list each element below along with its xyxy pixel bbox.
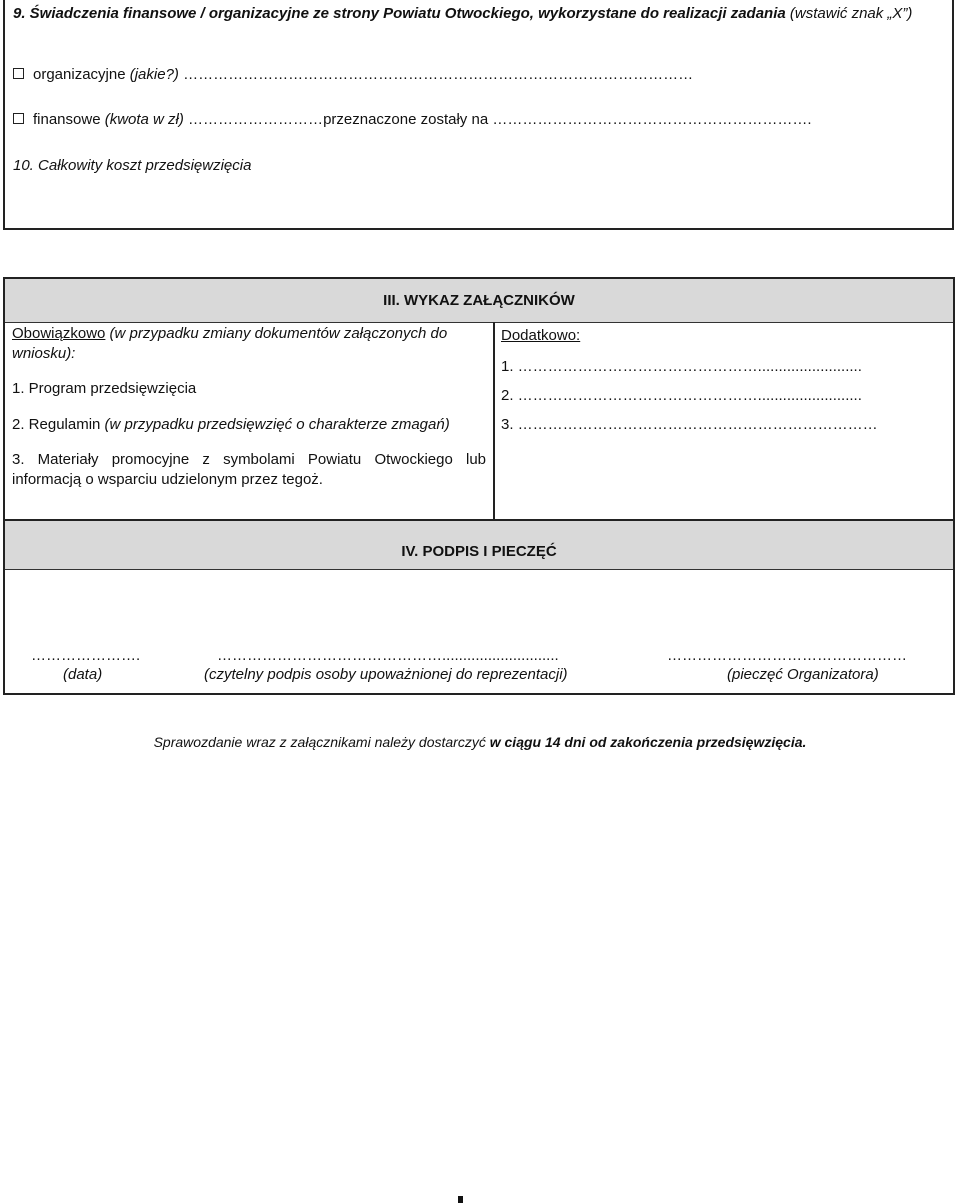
financial-checkbox[interactable]: [13, 113, 24, 124]
signature-label: (czytelny podpis osoby upoważnionej do reprezentacji): [204, 666, 568, 683]
submission-note-deadline: w ciągu 14 dni od zakończenia przedsięwzięcia.: [489, 734, 807, 750]
date-dots: ………………….: [31, 647, 141, 664]
stamp-dots: …………………………………………: [667, 647, 907, 664]
attachments-section: [3, 277, 955, 521]
section-10-number: 10.: [13, 157, 34, 174]
signature-dots: ………………………………………............................: [217, 647, 559, 664]
submission-note-text: Sprawozdanie wraz z załącznikami należy dostarczyć: [153, 734, 490, 750]
mandatory-item-2-hint: (w przypadku przedsięwzięć o charakterze zmagań): [100, 416, 450, 433]
organizational-checkbox[interactable]: [13, 68, 24, 79]
option-organizational-dots: …………………………………………………………………………………………: [178, 66, 694, 83]
signature-section: [3, 521, 955, 695]
optional-label: Dodatkowo:: [501, 327, 581, 344]
option-organizational-hint: (jakie?): [125, 66, 179, 83]
section-9-title-text: 9. Świadczenia finansowe / organizacyjne ze strony Powiatu Otwockiego, wykorzystane do realizacji zadania: [13, 5, 786, 22]
section-10-label: Całkowity koszt przedsięwzięcia: [33, 157, 252, 174]
section-10-title: [13, 157, 251, 174]
section-9-title: [13, 4, 948, 24]
section-9-title-hint: (wstawić znak „X”): [785, 5, 913, 22]
mandatory-item-2: [12, 415, 486, 435]
attachments-divider: [493, 322, 495, 519]
optional-item-1: 1. ………………………………………….........................: [501, 358, 862, 375]
optional-attachments: [501, 327, 951, 433]
option-financial-hint: (kwota w zł): [100, 111, 184, 128]
page-mark: [458, 1196, 463, 1203]
submission-note: [0, 734, 960, 750]
mandatory-item-1: 1. Program przedsięwzięcia: [12, 380, 197, 397]
option-organizational-label: organizacyjne: [33, 66, 126, 83]
mandatory-item-2-prefix: 2. Regulamin: [12, 416, 101, 433]
date-label: (data): [63, 666, 103, 683]
section-9-10-box: [3, 0, 954, 230]
mandatory-hint: (w przypadku zmiany dokumentów załączonych do wniosku):: [12, 325, 448, 362]
option-organizational: [13, 66, 693, 83]
option-financial-label: finansowe: [33, 111, 101, 128]
option-financial-dots-2: ……………………………………………………….: [488, 111, 812, 128]
signature-heading: IV. PODPIS I PIECZĘĆ: [5, 521, 953, 570]
mandatory-attachments: [12, 324, 486, 490]
attachments-heading: III. WYKAZ ZAŁĄCZNIKÓW: [5, 279, 953, 323]
optional-item-3: 3. ………………………………………………………………: [501, 416, 878, 433]
mandatory-label: Obowiązkowo: [12, 325, 106, 342]
optional-item-2: 2. ………………………………………….........................: [501, 387, 862, 404]
option-financial-mid: przeznaczone zostały na: [323, 111, 489, 128]
mandatory-intro: [12, 324, 486, 364]
mandatory-item-3: 3. Materiały promocyjne z symbolami Powiatu Otwockiego lub informacją o wsparciu udzielonym przez tegoż.: [12, 451, 486, 488]
stamp-label: (pieczęć Organizatora): [727, 666, 879, 683]
option-financial: [13, 111, 812, 128]
option-financial-dots-1: ………………………: [183, 111, 324, 128]
